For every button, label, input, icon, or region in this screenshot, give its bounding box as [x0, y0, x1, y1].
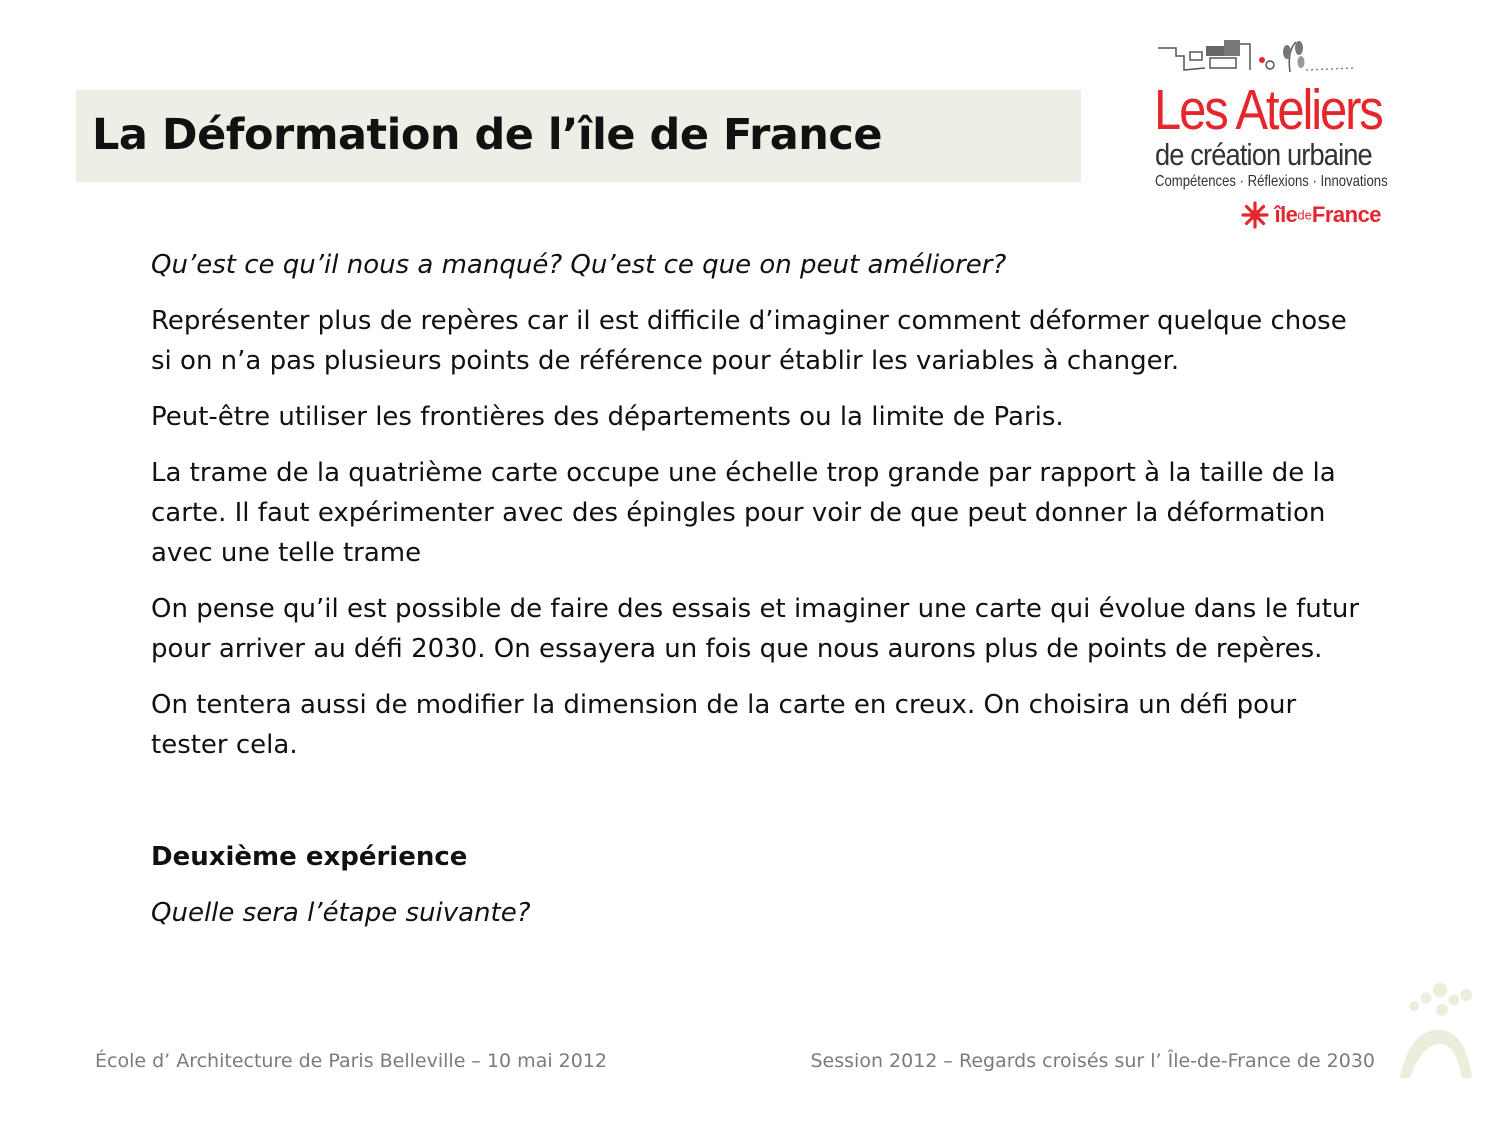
question-improvements: Qu’est ce qu’il nous a manqué? Qu’est ce que on peut améliorer? — [151, 250, 1007, 280]
question-next-step: Quelle sera l’étape suivante? — [151, 898, 531, 928]
paragraph-reperes: Représenter plus de repères car il est difficile d’imaginer comment déformer quelque chose si on n’a pas plusieurs points de référence pour établir les variables à changer. — [151, 306, 1347, 376]
paragraph-frontieres: Peut-être utiliser les frontières des départements ou la limite de Paris. — [151, 402, 1064, 432]
person-dots-icon — [1390, 978, 1480, 1088]
page-title: La Déformation de l’île de France — [92, 110, 883, 160]
logo-subtitle: de création urbaine — [1155, 137, 1372, 172]
region-france-text: France — [1311, 202, 1382, 227]
title-band — [76, 90, 1081, 182]
section-heading: Deuxième expérience — [151, 842, 468, 872]
paragraph-creux: On tentera aussi de modifier la dimension de la carte en creux. On choisira un défi pour tester cela. — [151, 690, 1297, 760]
ateliers-logo — [1150, 38, 1420, 238]
star-icon — [1240, 200, 1270, 230]
region-logo — [1240, 200, 1381, 234]
paragraph-essais: On pense qu’il est possible de faire des essais et imaginer une carte qui évolue dans le futur pour arriver au défi 2030. On essayera un fois que nous aurons plus de points de repères. — [151, 594, 1360, 664]
footer-left: École d’ Architecture de Paris Belleville – 10 mai 2012 — [95, 1050, 608, 1072]
logo-tagline: Compétences · Réflexions · Innovations — [1155, 173, 1388, 190]
slide-body — [151, 245, 1366, 949]
region-de-text: de — [1297, 207, 1312, 223]
region-ile-text: île — [1274, 202, 1298, 227]
section-spacer — [151, 781, 1366, 837]
city-skyline-icon — [1150, 38, 1360, 82]
logo-title: Les Ateliers — [1154, 78, 1382, 142]
footer-right: Session 2012 – Regards croisés sur l’ Île-de-France de 2030 — [810, 1050, 1375, 1072]
paragraph-trame: La trame de la quatrième carte occupe une échelle trop grande par rapport à la taille de la carte. Il faut expérimenter avec des épingles pour voir de que peut donner la déformation avec une telle trame — [151, 458, 1336, 568]
